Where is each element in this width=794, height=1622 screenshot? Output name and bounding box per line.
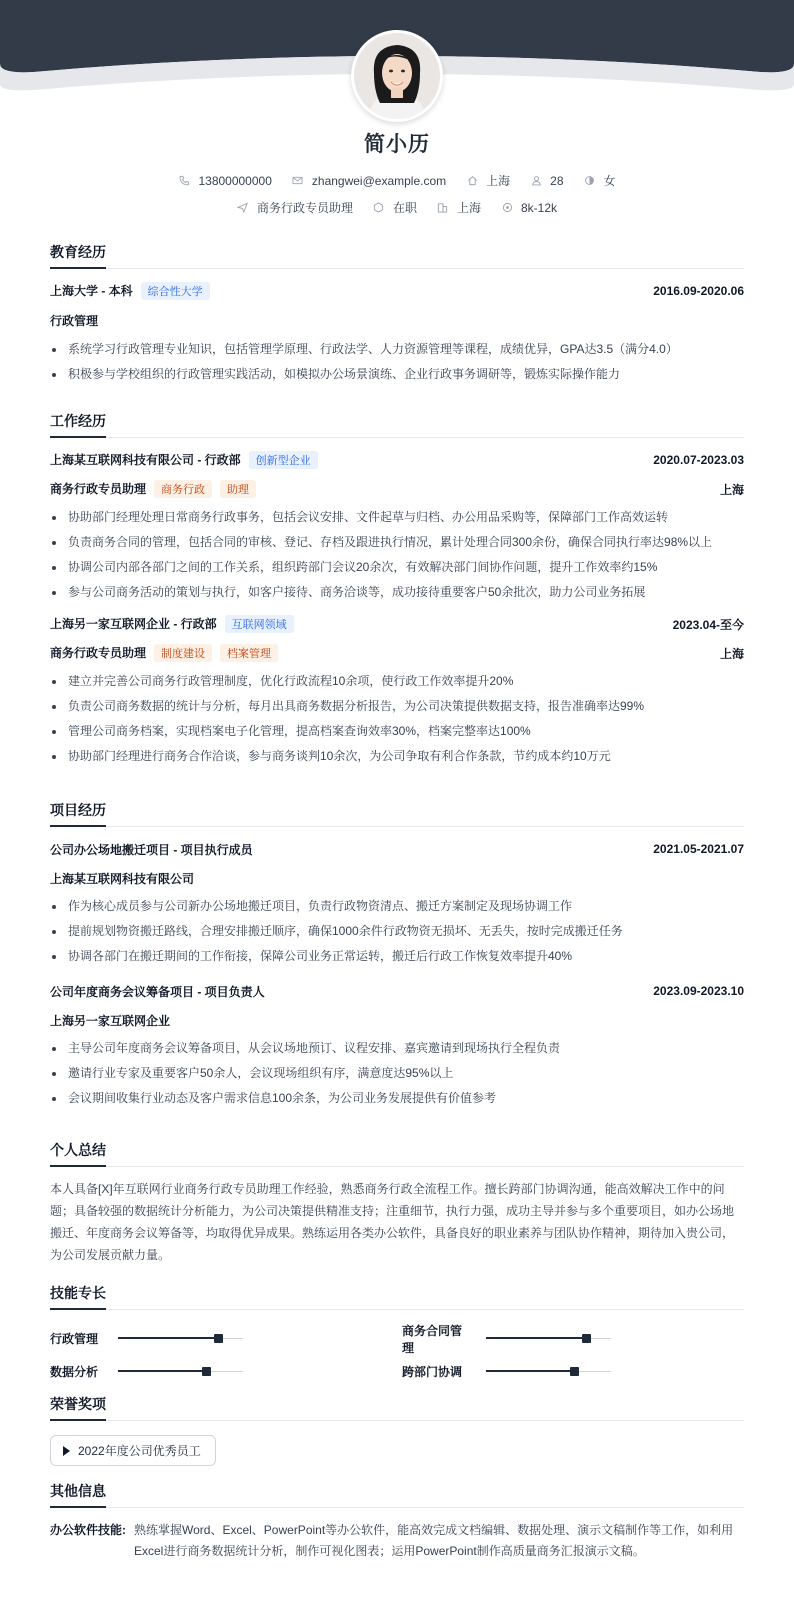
summary-text xyxy=(50,1178,744,1266)
skill-fill xyxy=(118,1370,206,1372)
company-tag: 创新型企业 xyxy=(249,451,318,469)
user-icon xyxy=(530,175,542,187)
phone-text: 13800000000 xyxy=(198,173,272,188)
education-header xyxy=(50,281,744,301)
section-title: 荣誉奖项 xyxy=(50,1394,744,1421)
skill-knob xyxy=(202,1367,211,1376)
contact-row xyxy=(0,172,794,189)
skill-name: 数据分析 xyxy=(50,1365,99,1379)
home-icon xyxy=(466,175,478,187)
list-item: 协助部门经理进行商务合作洽谈，参与商务谈判10余次，为公司争取有利合作条款，节约成本约10万元 xyxy=(50,744,744,769)
summary-line: 题；具备较强的数据统计分析能力，为公司决策提供精准支持；注重细节，执行力强，成功主导并参与多个重要项目，如办公场地 xyxy=(50,1204,735,1218)
avatar xyxy=(351,30,443,122)
skill-fill xyxy=(118,1337,218,1339)
project-date: 2021.05-2021.07 xyxy=(653,842,744,856)
skill-knob xyxy=(582,1334,591,1343)
job-bullets xyxy=(50,669,744,769)
skill-knob xyxy=(214,1334,223,1343)
project-date: 2023.09-2023.10 xyxy=(653,984,744,998)
job-location: 上海 xyxy=(719,646,744,661)
skill-bar xyxy=(486,1338,611,1339)
school-tag: 综合性大学 xyxy=(141,282,210,300)
list-item: 会议期间收集行业动态及客户需求信息100余条，为公司业务发展提供有价值参考 xyxy=(50,1086,744,1111)
job-location: 上海 xyxy=(719,482,744,497)
mail-icon xyxy=(292,175,304,187)
other-item xyxy=(50,1520,744,1562)
other-line: Excel进行商务数据统计分析，制作可视化图表；运用PowerPoint制作高质量商务汇报演示文稿。 xyxy=(134,1544,645,1558)
list-item: 主导公司年度商务会议筹备项目，从会议场地预订、议程安排、嘉宾邀请到现场执行全程负责 xyxy=(50,1036,744,1061)
list-item: 邀请行业专家及重要客户50余人，会议现场组织有序，满意度达95%以上 xyxy=(50,1061,744,1086)
project-org: 上海某互联网科技有限公司 xyxy=(50,871,195,886)
role-tag: 商务行政 xyxy=(154,480,212,498)
job-role-row xyxy=(50,643,744,663)
skill-bar xyxy=(118,1338,243,1339)
education-bullets xyxy=(50,337,744,387)
phone-icon xyxy=(178,175,190,187)
education-section xyxy=(50,242,744,387)
summary-line: 为公司发展贡献力量。 xyxy=(50,1248,171,1262)
award-item[interactable] xyxy=(50,1435,216,1466)
section-title: 其他信息 xyxy=(50,1481,744,1508)
project-bullets xyxy=(50,894,744,969)
role-tag: 档案管理 xyxy=(220,644,278,662)
job-date: 2023.04-至今 xyxy=(672,617,744,632)
gender-text: 女 xyxy=(603,174,616,188)
job-intent-row xyxy=(0,199,794,216)
money-icon xyxy=(501,202,513,214)
list-item: 建立并完善公司商务行政管理制度，优化行政流程10余项，使行政工作效率提升20% xyxy=(50,669,744,694)
list-item: 协调公司内部各部门之间的工作关系，组织跨部门会议20余次，有效解决部门间协作问题，提升工作效率约15% xyxy=(50,555,744,580)
play-icon xyxy=(63,1446,70,1456)
job-role: 商务行政专员助理 xyxy=(50,482,147,496)
age-item xyxy=(530,174,563,188)
email-text: zhangwei@example.com xyxy=(311,173,447,188)
list-item: 管理公司商务档案，实现档案电子化管理，提高档案查询效率30%，档案完整率达100% xyxy=(50,719,744,744)
role-tag: 制度建设 xyxy=(154,644,212,662)
list-item: 协助部门经理处理日常商务行政事务，包括会议安排、文件起草与归档、办公用品采购等，保障部门工作高效运转 xyxy=(50,505,744,530)
project-title: 公司办公场地搬迁项目 - 项目执行成员 xyxy=(50,842,253,857)
skill-item xyxy=(50,1322,392,1355)
target-city-item xyxy=(437,199,481,216)
list-item: 作为核心成员参与公司新办公场地搬迁项目，负责行政物资清点、搬迁方案制定及现场协调工作 xyxy=(50,894,744,919)
projects-section xyxy=(50,800,744,1111)
skill-bar xyxy=(486,1371,611,1372)
salary-item xyxy=(501,201,557,215)
list-item: 提前规划物资搬迁路线，合理安排搬迁顺序，确保1000余件行政物资无损坏、无丢失，按时完成搬迁任务 xyxy=(50,919,744,944)
list-item: 负责商务合同的管理，包括合同的审核、登记、存档及跟进执行情况，累计处理合同300余份，确保合同执行率达98%以上 xyxy=(50,530,744,555)
list-item: 积极参与学校组织的行政管理实践活动，如模拟办公场景演练、企业行政事务调研等，锻炼实际操作能力 xyxy=(50,362,744,387)
status-text: 在职 xyxy=(392,201,417,215)
status-icon xyxy=(373,202,385,214)
skill-knob xyxy=(570,1367,579,1376)
skills-grid xyxy=(50,1322,744,1388)
section-title: 工作经历 xyxy=(50,411,744,438)
send-icon xyxy=(237,202,249,214)
summary-line: 本人具备[X]年互联网行业商务行政专员助理工作经验，熟悉商务行政全流程工作。擅长跨部门协调沟通，能高效解决工作中的问 xyxy=(50,1182,725,1196)
project-title: 公司年度商务会议筹备项目 - 项目负责人 xyxy=(50,984,265,999)
target-city-text: 上海 xyxy=(456,201,481,215)
project-header xyxy=(50,981,744,1001)
major: 行政管理 xyxy=(50,313,99,328)
work-section xyxy=(50,411,744,769)
status-item xyxy=(373,199,417,216)
job-header xyxy=(50,450,744,470)
job-target-text: 商务行政专员助理 xyxy=(256,201,353,215)
job-date: 2020.07-2023.03 xyxy=(653,453,744,467)
job-role: 商务行政专员助理 xyxy=(50,646,147,660)
building-icon xyxy=(437,202,449,214)
summary-section xyxy=(50,1140,744,1266)
skill-fill xyxy=(486,1370,574,1372)
skill-fill xyxy=(486,1337,586,1339)
other-line: 熟练掌握Word、Excel、PowerPoint等办公软件，能高效完成文档编辑、数据处理、演示文稿制作等工作，如利用 xyxy=(134,1523,734,1537)
skill-bar xyxy=(118,1371,243,1372)
city-text: 上海 xyxy=(486,174,511,188)
gender-item xyxy=(584,172,616,189)
school-name: 上海大学 - 本科 xyxy=(50,284,133,298)
email-item xyxy=(292,174,446,188)
list-item: 系统学习行政管理专业知识，包括管理学原理、行政法学、人力资源管理等课程，成绩优异，GPA达3.5（满分4.0） xyxy=(50,337,744,362)
skill-name: 商务合同管理 xyxy=(402,1323,463,1355)
section-title: 教育经历 xyxy=(50,242,744,269)
list-item: 负责公司商务数据的统计与分析，每月出具商务数据分析报告，为公司决策提供数据支持，报告准确率达99% xyxy=(50,694,744,719)
skill-item xyxy=(50,1355,392,1388)
list-item: 参与公司商务活动的策划与执行，如客户接待、商务洽谈等，成功接待重要客户50余批次，助力公司业务拓展 xyxy=(50,580,744,605)
job-header xyxy=(50,614,744,634)
summary-line: 搬迁、年度商务会议筹备等，均取得优异成果。熟练运用各类办公软件，具备良好的职业素养与团队协作精神，期待加入贵公司， xyxy=(50,1226,735,1240)
section-title: 项目经历 xyxy=(50,800,744,827)
skill-name: 跨部门协调 xyxy=(402,1365,463,1379)
role-tag: 助理 xyxy=(220,480,256,498)
company-name: 上海某互联网科技有限公司 - 行政部 xyxy=(50,453,241,467)
skills-section xyxy=(50,1283,744,1388)
skill-item xyxy=(402,1322,744,1355)
salary-text: 8k-12k xyxy=(521,200,558,215)
skill-name: 行政管理 xyxy=(50,1332,99,1346)
city-item xyxy=(466,172,510,189)
phone-item xyxy=(178,174,271,188)
section-title: 个人总结 xyxy=(50,1140,744,1167)
education-date: 2016.09-2020.06 xyxy=(653,284,744,298)
job-bullets xyxy=(50,505,744,605)
company-name: 上海另一家互联网企业 - 行政部 xyxy=(50,617,217,631)
other-section xyxy=(50,1481,744,1562)
company-tag: 互联网领域 xyxy=(225,615,294,633)
project-org: 上海另一家互联网企业 xyxy=(50,1013,171,1028)
section-title: 技能专长 xyxy=(50,1283,744,1310)
gender-icon xyxy=(584,175,596,187)
job-role-row xyxy=(50,479,744,499)
project-header xyxy=(50,839,744,859)
job-target-item xyxy=(237,199,353,216)
award-text: 2022年度公司优秀员工 xyxy=(78,1444,201,1458)
age-text: 28 xyxy=(550,173,564,188)
other-key: 办公软件技能: xyxy=(50,1523,126,1537)
skill-item xyxy=(402,1355,744,1388)
project-bullets xyxy=(50,1036,744,1111)
resume-name: 简小历 xyxy=(364,133,430,156)
list-item: 协调各部门在搬迁期间的工作衔接，保障公司业务正常运转，搬迁后行政工作恢复效率提升40% xyxy=(50,944,744,969)
awards-section xyxy=(50,1394,744,1466)
